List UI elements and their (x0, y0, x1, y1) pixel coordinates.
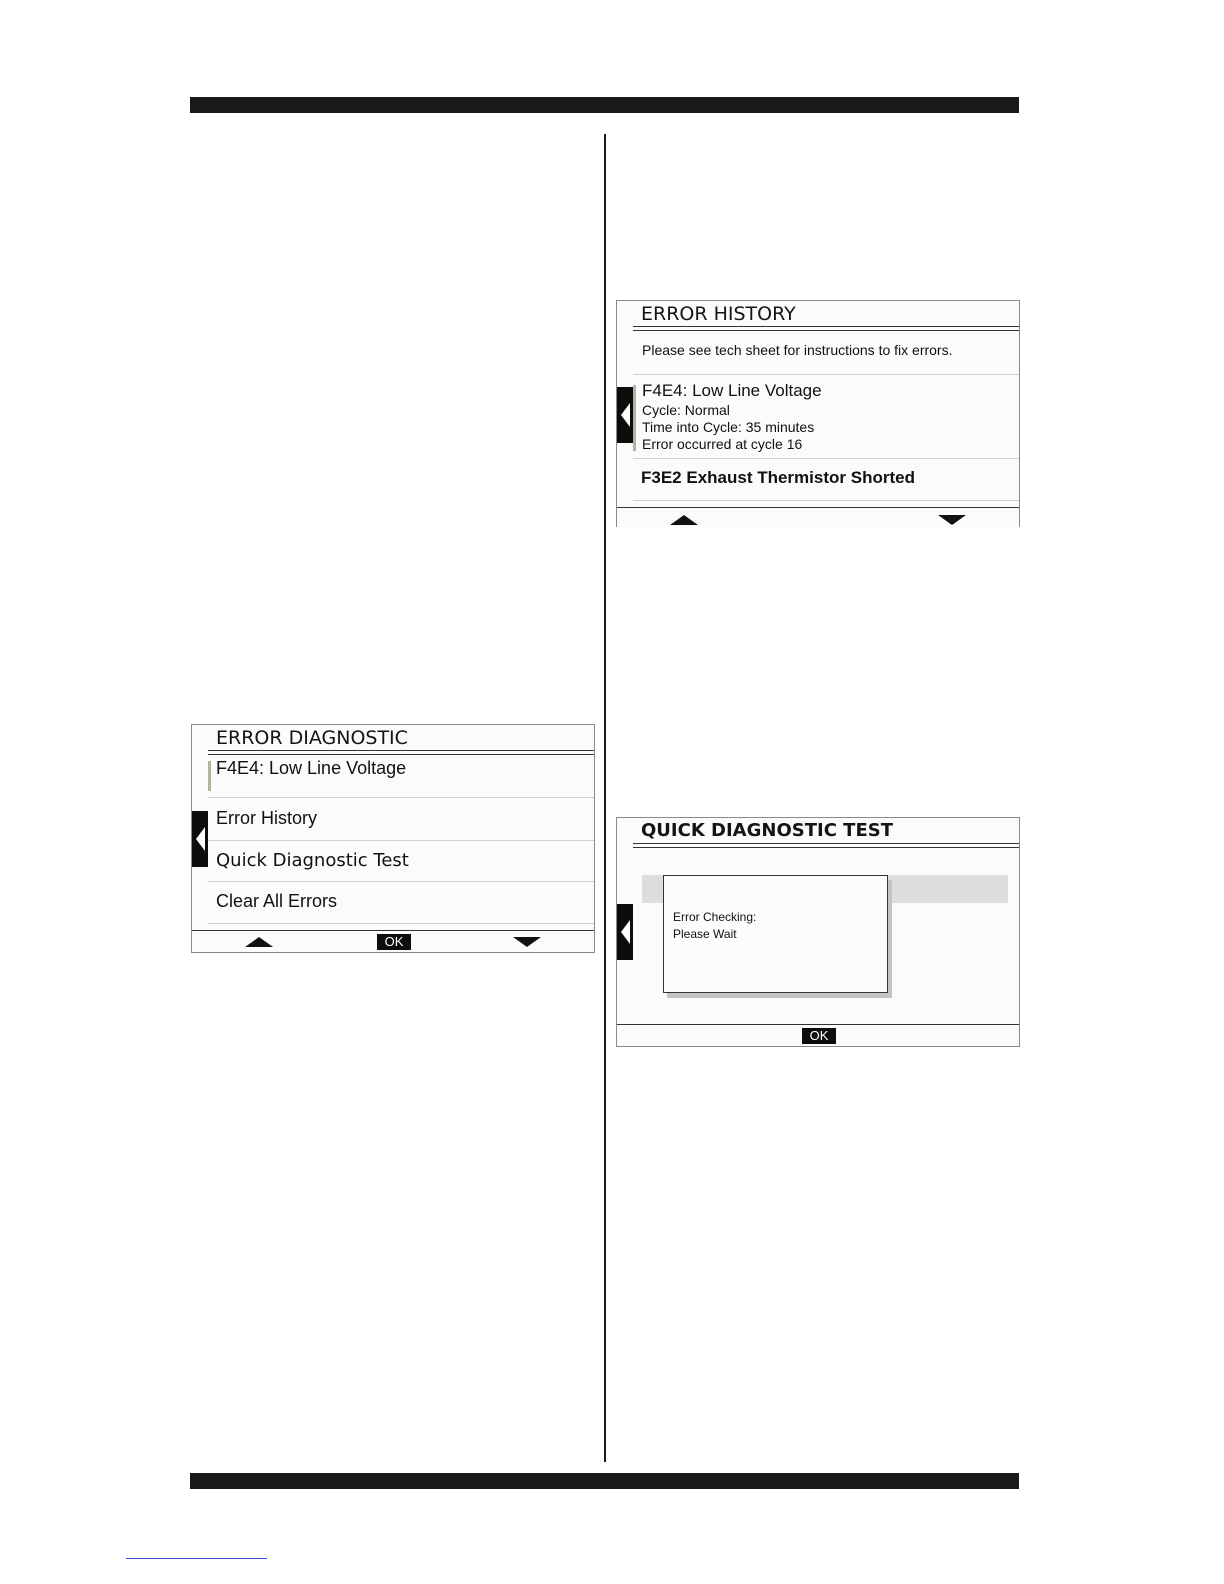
row-divider (208, 923, 594, 924)
row-divider (208, 797, 594, 798)
row-divider (208, 840, 594, 841)
top-header-bar (190, 97, 1019, 113)
selected-indicator (633, 385, 636, 451)
active-error-label: F4E4: Low Line Voltage (216, 758, 407, 778)
history-entry-2[interactable]: F3E2 Exhaust Thermistor Shorted (641, 468, 915, 487)
title-rule (208, 750, 594, 751)
row-divider (208, 881, 594, 882)
row-divider (633, 500, 1019, 501)
history-entry-cycle: Cycle: Normal (642, 402, 730, 418)
error-diagnostic-screen (191, 724, 595, 953)
back-tab[interactable] (617, 387, 633, 443)
title-rule (633, 847, 1019, 848)
quick-diagnostic-screen (616, 817, 1020, 1047)
ok-button[interactable]: OK (377, 934, 411, 950)
scroll-up-icon[interactable] (245, 937, 273, 947)
dialog-line-2: Please Wait (673, 927, 737, 941)
history-entry-occurred: Error occurred at cycle 16 (642, 436, 803, 452)
selected-indicator (208, 761, 211, 791)
history-entry-time: Time into Cycle: 35 minutes (642, 419, 815, 435)
row-divider (633, 458, 1019, 459)
ok-button[interactable]: OK (802, 1028, 836, 1044)
instruction-text: Please see tech sheet for instructions to fix errors. (642, 342, 953, 358)
screen-title: QUICK DIAGNOSTIC TEST (641, 820, 893, 841)
column-divider (604, 134, 606, 1462)
back-arrow-icon (621, 403, 630, 427)
scroll-down-icon[interactable] (938, 515, 966, 525)
back-tab[interactable] (192, 811, 208, 867)
row-divider (633, 374, 1019, 375)
title-rule (633, 326, 1019, 327)
scroll-up-icon[interactable] (670, 515, 698, 525)
title-rule (633, 330, 1019, 331)
status-dialog (663, 875, 888, 993)
history-entry-code[interactable]: F4E4: Low Line Voltage (642, 381, 822, 400)
scroll-down-icon[interactable] (513, 937, 541, 947)
screen-title: ERROR DIAGNOSTIC (216, 727, 408, 749)
bottom-footer-bar (190, 1473, 1019, 1489)
back-tab[interactable] (617, 904, 633, 960)
title-rule (208, 754, 594, 755)
error-history-screen (616, 300, 1020, 527)
nav-bar-rule (617, 507, 1019, 508)
screen-title: ERROR HISTORY (641, 303, 796, 325)
menu-item-error-history[interactable]: Error History (216, 808, 318, 828)
footer-link-underline (126, 1558, 267, 1559)
title-rule (633, 843, 1019, 844)
back-arrow-icon (621, 920, 630, 944)
nav-bar-rule (192, 930, 594, 931)
menu-item-quick-diagnostic-test[interactable]: Quick Diagnostic Test (216, 850, 409, 871)
back-arrow-icon (196, 827, 205, 851)
menu-item-clear-all-errors[interactable]: Clear All Errors (216, 891, 338, 911)
nav-bar-rule (617, 1024, 1019, 1025)
dialog-line-1: Error Checking: (673, 910, 757, 924)
